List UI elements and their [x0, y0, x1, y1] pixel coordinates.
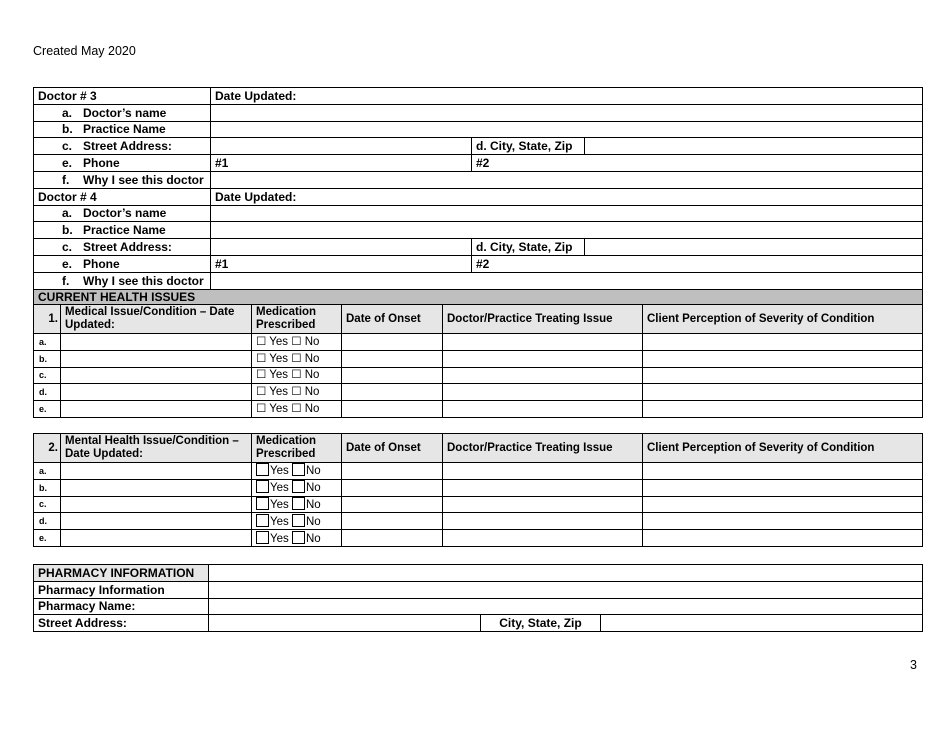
- doctor-field[interactable]: [443, 463, 643, 480]
- table-row: [34, 496, 923, 513]
- doctor-3-name-label: a. Doctor’s name: [34, 104, 211, 121]
- medical-issue-header: Medical Issue/Condition – Date Updated:: [61, 305, 252, 334]
- issue-field[interactable]: [61, 367, 252, 384]
- pharmacy-name-field[interactable]: [209, 598, 923, 615]
- row-label: e.: [34, 530, 61, 547]
- doctor-4-phone1-field[interactable]: #1: [211, 255, 472, 272]
- severity-field[interactable]: [643, 350, 923, 367]
- issue-field[interactable]: [61, 334, 252, 351]
- page-number: 3: [910, 658, 917, 672]
- yes-no-checkbox[interactable]: Yes No: [252, 513, 342, 530]
- doctor-field[interactable]: [443, 479, 643, 496]
- doctor-4-date-updated[interactable]: Date Updated:: [211, 188, 923, 205]
- doctor-3-street-field[interactable]: [211, 138, 472, 155]
- yes-no-checkbox[interactable]: Yes No: [252, 496, 342, 513]
- onset-field[interactable]: [342, 401, 443, 418]
- mental-issue-header: Mental Health Issue/Condition – Date Updated:: [61, 434, 252, 463]
- issue-field[interactable]: [61, 513, 252, 530]
- doctor-4-title: Doctor # 4: [34, 188, 211, 205]
- checkbox-icon[interactable]: [292, 497, 305, 510]
- onset-field[interactable]: [342, 350, 443, 367]
- doctor-4-why-label: f. Why I see this doctor: [34, 272, 211, 289]
- doctor-field[interactable]: [443, 350, 643, 367]
- row-label: c.: [34, 367, 61, 384]
- doctor-3-title: Doctor # 3: [34, 88, 211, 105]
- row-label: a.: [34, 334, 61, 351]
- onset-field[interactable]: [342, 463, 443, 480]
- severity-field[interactable]: [643, 479, 923, 496]
- mental-section-number: 2.: [34, 434, 61, 463]
- mental-doctor-header: Doctor/Practice Treating Issue: [443, 434, 643, 463]
- checkbox-icon[interactable]: [256, 463, 269, 476]
- doctor-field[interactable]: [443, 530, 643, 547]
- row-label: e.: [34, 401, 61, 418]
- doctor-4-why-field[interactable]: [211, 272, 923, 289]
- current-health-section-title: CURRENT HEALTH ISSUES: [34, 289, 923, 306]
- onset-field[interactable]: [342, 384, 443, 401]
- table-row: [34, 479, 923, 496]
- doctor-4-practice-field[interactable]: [211, 222, 923, 239]
- row-label: a.: [34, 463, 61, 480]
- checkbox-icon[interactable]: [256, 514, 269, 527]
- table-row: [34, 334, 923, 351]
- pharmacy-title: PHARMACY INFORMATION: [34, 565, 209, 582]
- row-label: b.: [34, 479, 61, 496]
- doctor-3-why-field[interactable]: [211, 171, 923, 188]
- yes-no-checkbox[interactable]: ☐ Yes ☐ No: [252, 384, 342, 401]
- row-label: d.: [34, 384, 61, 401]
- doctor-3-practice-label: b. Practice Name: [34, 121, 211, 138]
- table-row: [34, 530, 923, 547]
- onset-field[interactable]: [342, 530, 443, 547]
- table-row: [34, 513, 923, 530]
- table-row: [34, 463, 923, 480]
- doctor-3-date-updated[interactable]: Date Updated:: [211, 88, 923, 105]
- doctor-3-street-label: c. Street Address:: [34, 138, 211, 155]
- row-label: d.: [34, 513, 61, 530]
- severity-field[interactable]: [643, 384, 923, 401]
- yes-no-checkbox[interactable]: ☐ Yes ☐ No: [252, 401, 342, 418]
- doctor-3-city-label: d. City, State, Zip: [472, 138, 585, 155]
- yes-no-checkbox[interactable]: Yes No: [252, 530, 342, 547]
- issue-field[interactable]: [61, 401, 252, 418]
- pharmacy-city-field[interactable]: [601, 615, 923, 632]
- doctor-field[interactable]: [443, 496, 643, 513]
- doctor-3-why-label: f. Why I see this doctor: [34, 171, 211, 188]
- pharmacy-city-label: City, State, Zip: [481, 615, 601, 632]
- medical-section-number: 1.: [34, 305, 61, 334]
- yes-no-checkbox[interactable]: ☐ Yes ☐ No: [252, 367, 342, 384]
- checkbox-icon[interactable]: [256, 531, 269, 544]
- mental-health-table: [33, 433, 923, 547]
- yes-no-checkbox[interactable]: ☐ Yes ☐ No: [252, 334, 342, 351]
- onset-field[interactable]: [342, 479, 443, 496]
- doctor-4-street-field[interactable]: [211, 239, 472, 256]
- severity-field[interactable]: [643, 513, 923, 530]
- doctors-table: [33, 87, 923, 306]
- onset-field[interactable]: [342, 334, 443, 351]
- doctor-4-name-field[interactable]: [211, 205, 923, 222]
- severity-field[interactable]: [643, 401, 923, 418]
- table-row: [34, 350, 923, 367]
- doctor-4-phone2-field[interactable]: #2: [472, 255, 923, 272]
- doctor-field[interactable]: [443, 513, 643, 530]
- table-row: [34, 401, 923, 418]
- pharmacy-info-field[interactable]: [209, 581, 923, 598]
- checkbox-icon[interactable]: [292, 514, 305, 527]
- doctor-field[interactable]: [443, 334, 643, 351]
- severity-field[interactable]: [643, 530, 923, 547]
- yes-no-checkbox[interactable]: Yes No: [252, 463, 342, 480]
- doctor-4-name-label: a. Doctor’s name: [34, 205, 211, 222]
- row-label: b.: [34, 350, 61, 367]
- pharmacy-name-label: Pharmacy Name:: [34, 598, 209, 615]
- table-row: [34, 384, 923, 401]
- table-row: [34, 367, 923, 384]
- onset-field[interactable]: [342, 367, 443, 384]
- doctor-3-phone1-field[interactable]: #1: [211, 155, 472, 172]
- pharmacy-street-label: Street Address:: [34, 615, 209, 632]
- severity-field[interactable]: [643, 496, 923, 513]
- doctor-4-street-label: c. Street Address:: [34, 239, 211, 256]
- yes-no-checkbox[interactable]: ☐ Yes ☐ No: [252, 350, 342, 367]
- mental-medication-header: Medication Prescribed: [252, 434, 342, 463]
- issue-field[interactable]: [61, 479, 252, 496]
- checkbox-icon[interactable]: [256, 497, 269, 510]
- doctor-3-name-field[interactable]: [211, 104, 923, 121]
- issue-field[interactable]: [61, 530, 252, 547]
- yes-no-checkbox[interactable]: Yes No: [252, 479, 342, 496]
- doctor-3-practice-field[interactable]: [211, 121, 923, 138]
- doctor-3-phone-label: e. Phone: [34, 155, 211, 172]
- severity-field[interactable]: [643, 463, 923, 480]
- issue-field[interactable]: [61, 350, 252, 367]
- medical-onset-header: Date of Onset: [342, 305, 443, 334]
- checkbox-icon[interactable]: [292, 463, 305, 476]
- pharmacy-title-field[interactable]: [209, 565, 923, 582]
- issue-field[interactable]: [61, 496, 252, 513]
- doctor-field[interactable]: [443, 384, 643, 401]
- checkbox-icon[interactable]: [256, 480, 269, 493]
- doctor-3-city-field[interactable]: [585, 138, 923, 155]
- pharmacy-street-field[interactable]: [209, 615, 481, 632]
- onset-field[interactable]: [342, 513, 443, 530]
- mental-severity-header: Client Perception of Severity of Condition: [643, 434, 923, 463]
- medical-severity-header: Client Perception of Severity of Condition: [643, 305, 923, 334]
- issue-field[interactable]: [61, 463, 252, 480]
- doctor-4-city-field[interactable]: [585, 239, 923, 256]
- doctor-4-phone-label: e. Phone: [34, 255, 211, 272]
- doctor-field[interactable]: [443, 401, 643, 418]
- issue-field[interactable]: [61, 384, 252, 401]
- checkbox-icon[interactable]: [292, 480, 305, 493]
- severity-field[interactable]: [643, 334, 923, 351]
- medical-medication-header: Medication Prescribed: [252, 305, 342, 334]
- medical-doctor-header: Doctor/Practice Treating Issue: [443, 305, 643, 334]
- doctor-4-practice-label: b. Practice Name: [34, 222, 211, 239]
- row-label: c.: [34, 496, 61, 513]
- pharmacy-info-label: Pharmacy Information: [34, 581, 209, 598]
- severity-field[interactable]: [643, 367, 923, 384]
- doctor-3-phone2-field[interactable]: #2: [472, 155, 923, 172]
- mental-onset-header: Date of Onset: [342, 434, 443, 463]
- doctor-field[interactable]: [443, 367, 643, 384]
- checkbox-icon[interactable]: [292, 531, 305, 544]
- created-date: Created May 2020: [33, 44, 136, 58]
- doctor-4-city-label: d. City, State, Zip: [472, 239, 585, 256]
- pharmacy-table: [33, 564, 923, 632]
- onset-field[interactable]: [342, 496, 443, 513]
- medical-issues-table: [33, 304, 923, 418]
